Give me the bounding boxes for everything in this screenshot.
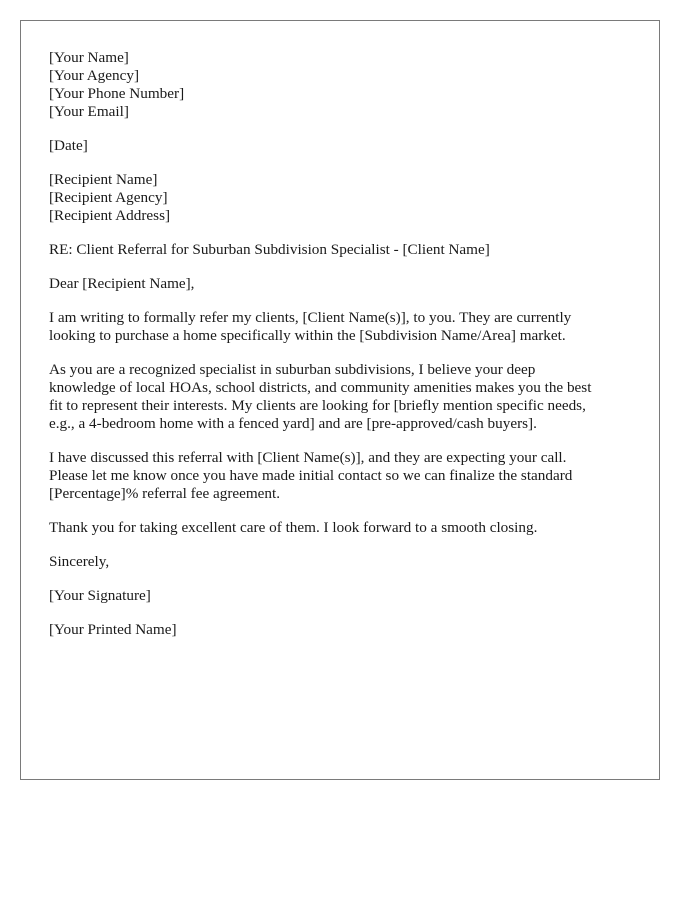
paragraph-line: knowledge of local HOAs, school districts, and community amenities makes you the best: [49, 379, 592, 396]
sender-block: [49, 49, 639, 121]
letter-body: [49, 49, 639, 655]
recipient-agency: [Recipient Agency]: [49, 189, 168, 206]
paragraph-line: e.g., a 4-bedroom home with a fenced yard] and are [pre-approved/cash buyers].: [49, 415, 537, 432]
sender-agency: [Your Agency]: [49, 67, 139, 84]
recipient-block: [49, 171, 639, 225]
paragraph-line: [Percentage]% referral fee agreement.: [49, 485, 281, 502]
paragraph-line: Please let me know once you have made initial contact so we can finalize the standard: [49, 467, 573, 484]
printed-name: [Your Printed Name]: [49, 621, 177, 638]
closing: Sincerely,: [49, 553, 110, 570]
signature: [Your Signature]: [49, 587, 151, 604]
paragraph-line: I am writing to formally refer my clients, [Client Name(s)], to you. They are currently: [49, 309, 572, 326]
paragraph-line: Thank you for taking excellent care of them. I look forward to a smooth closing.: [49, 519, 538, 536]
letter-date: [Date]: [49, 137, 88, 154]
paragraph-followup: [49, 449, 639, 503]
sender-phone: [Your Phone Number]: [49, 85, 185, 102]
paragraph-referral: [49, 309, 639, 345]
sender-email: [Your Email]: [49, 103, 129, 120]
paragraph-line: I have discussed this referral with [Client Name(s)], and they are expecting your call.: [49, 449, 567, 466]
paragraph-line: fit to represent their interests. My clients are looking for [briefly mention specific needs,: [49, 397, 586, 414]
recipient-name: [Recipient Name]: [49, 171, 158, 188]
paragraph-specialist: [49, 361, 639, 433]
paragraph-line: As you are a recognized specialist in suburban subdivisions, I believe your deep: [49, 361, 536, 378]
salutation: Dear [Recipient Name],: [49, 275, 195, 292]
recipient-address: [Recipient Address]: [49, 207, 171, 224]
paragraph-line: looking to purchase a home specifically within the [Subdivision Name/Area] market.: [49, 327, 566, 344]
sender-name: [Your Name]: [49, 49, 129, 66]
date-block: [49, 137, 639, 155]
letter-page: [20, 20, 660, 780]
paragraph-thanks: [49, 519, 639, 537]
subject-line: RE: Client Referral for Suburban Subdivision Specialist - [Client Name]: [49, 241, 490, 258]
